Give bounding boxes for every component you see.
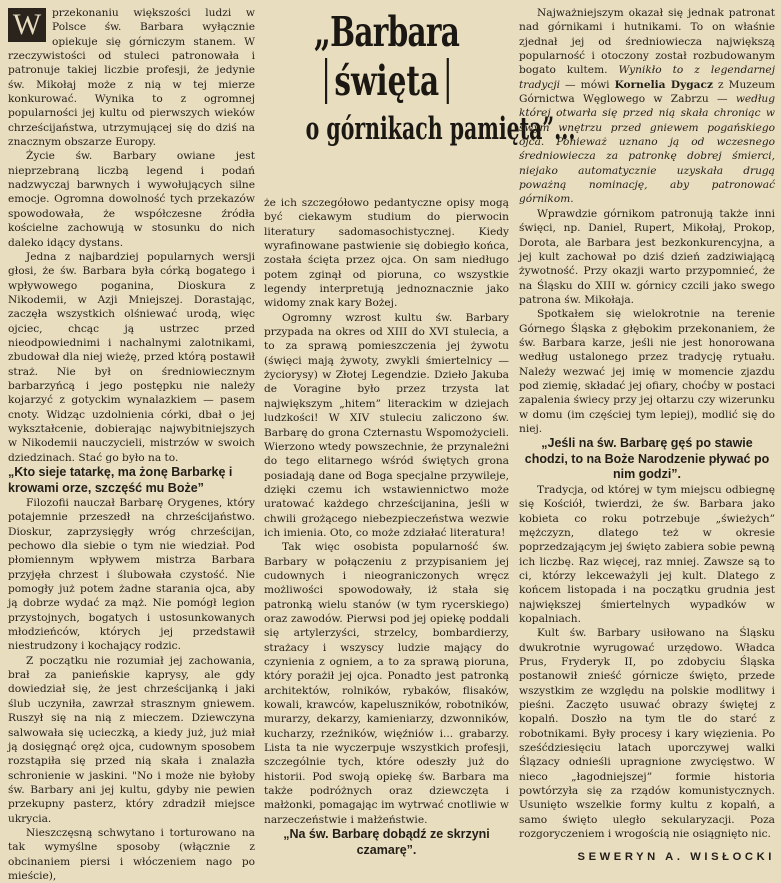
paragraph: Jedna z najbardziej popularnych wersji głosi, że św. Barbara była córką bogatego i wpływowego poganina, Dioskura z Nikodemii, w Azji Mniejszej. Dorastając, zaczęła wszystkich olśniewać urodą, więc ojciec, chcąc ją ustrzec przed nieodpowiednimi i nachalnymi zalotnikami, zbudował dla niej wieżę, przed którą postawił straż. Nie był on średniowiecznym barbarzyńcą i jego postępku nie należy kojarzyć z gotyckim wynalazkiem — pasem cnoty. Widząc uzdolnienia córki, dbał o jej wykształcenie, dobierając najwybitniejszych w Nikodemii nauczycieli, mistrzów w swoich dziedzinach. Stać go było na to. <box>8 250 255 464</box>
headline-line-3: o górnikach pamięta”... <box>305 111 576 147</box>
paragraph: że ich szczegółowo pedantyczne opisy mogą być ciekawym studium do pierwocin literatury sadomasochistycznej. Kiedy wyrafinowane pastwienie się dobiegło końca, została ścięta przez ojca. On sam niedługo potem zginął od pioruna, co wszystkie legendy interpretują jednoznacznie jako widomy znak kary Bożej. <box>264 197 509 310</box>
paragraph: Tak więc osobista popularność św. Barbary w połączeniu z przypisaniem jej cudownych i nieograniczonych wręcz możliwości spowodowały, iż stała się patronką wielu stanów (w tym rycerskiego) oraz zawodów. Pierwsi pod jej opiekę poddali się artylerzyści, strzelcy, bombardierzy, strażacy i wszyscy ludzie mający do czynienia z ogniem, a to za sprawą pioruna, który porażił jej ojca. Ponadto jest patronką architektów, rolników, rybaków, flisaków, kowali, krawców, kapeluszników, robotników, murarzy, dekarzy, kamieniarzy, dzwonników, kucharzy, rzeźników, więźniów i... grabarzy. Lista ta nie wyczerpuje wszystkich profesji, szczególnie tych, które odeszły już do historii. Pod swoją opiekę św. Barbara ma także podróżnych oraz dziewczęta i małżonki, pomagając im wytrwać cnotliwie w narzeczeństwie i małżeństwie. <box>264 541 509 826</box>
pull-quote: „Jeśli na św. Barbarę gęś po stawie chodzi, to na Boże Narodzenie pływać po nim godzi”. <box>524 436 770 482</box>
text-run-italic: według której otwarła się przed nią skała chroniąc w swym wnętrzu przed gniewem pogańskiego ojca. Ponieważ uznano ją od wczesnego średniowiecza za patronkę dobrej śmierci, niejako automatycznie uzyskała drugą poważną nominację, aby patronować górnikom. <box>519 93 775 206</box>
paragraph: Spotkałem się wielokrotnie na terenie Górnego Śląska z głębokim przekonaniem, że św. Barbara karze, jeśli nie jest honorowana według ustalonego przez tradycję rytuału. Należy wezwać jej imię w momencie zjazdu pod ziemię, składać jej ofiary, choćby w postaci zapalenia świecy przy jej ołtarzu czy wizerunku w domu (im częściej tym lepiej), modlić się do niej. <box>519 308 775 435</box>
paragraph: przekonaniu większości ludzi w Polsce św. Barbara wyłącznie opiekuje się górniczym stanem. W rzeczywistości od stuleci patronowała i patronuje takiej liczbie profesji, że jedynie św. Mikołaj może z nią w tej mierze konkurować. Wynika to z ogromnej popularności jej kultu od pierwszych wieków chrześcijaństwa, utrzymującej się do dziś na znacznym obszarze Europy. <box>8 7 255 149</box>
article-column-1 <box>8 6 255 883</box>
text-run: z Muzeum Górnictwa Węglowego w Zabrzu — <box>519 78 775 106</box>
text-run: Najważniejszym okazał się jednak patronat nad górnikami i hutnikami. To on właśnie zjednał jej od średniowiecza największą popularność i otoczony został rozbudowanym bogato kultem. <box>519 7 775 77</box>
text-run-italic: Wynikło to z legendarnej tradycji <box>519 64 775 91</box>
paragraph: Filozofii nauczał Barbarę Orygenes, który potajemnie przeszedł na chrześcijaństwo. Dioskur, zaprzysięgły wróg chrześcijan, pechowo dla siebie o tym nie wiedział. Pod płomiennym wpływem mistrza Barbara przyjęła chrzest i ślubowała czystość. Nie pomogły już potem żadne starania ojca, aby ją dobrze wydać za mąż. Nie pomógł legion przystojnych, bogatych i ustosunkowanych młodzieńców, których jej przedstawił niestrudzony i kochający rodzic. <box>8 497 255 653</box>
paragraph: Tradycja, od której w tym miejscu odbiegnę się Kościół, twierdzi, że św. Barbara jako kobieta co roku potrzebuje „świeżych” mężczyzn, dlatego też w okresie poprzedzającym jej święto zabiera sobie pewną ich liczbę. Raz więcej, raz mniej. Zawsze są to ci, którzy lekceważyli jej kult. Dlatego z końcem listopada i na początku grudnia jest największej śmiertelnych wypadków w kopalniach. <box>519 483 775 625</box>
drop-cap: W <box>8 8 46 42</box>
paragraph: Nieszczęsną schwytano i torturowano na tak wymyślne sposoby (włącznie z obcinaniem piersi i włóczeniem nago po mieście), <box>8 826 255 882</box>
headline-line-1: „Barbara <box>313 8 460 56</box>
text-run-bold: Kornelia Dygacz <box>614 78 713 91</box>
headline-line-2: święta <box>325 58 449 104</box>
text-run: — mówi <box>560 78 615 91</box>
paragraph: Kult św. Barbary usiłowano na Śląsku dwukrotnie wyrugować urzędowo. Władca Prus, Fryderyk II, po zdobyciu Śląska postanowił znieść górnicze święto, przede wszystkim ze względu na polskie modlitwy i pieśni. Zaczęto usuwać obrazy świętej z kopalń. Doszło na tym tle do starć z robotnikami. Były procesy i kary więzienia. Po sześćdziesięciu latach uporczywej walki Ślązacy odnieśli upragnione zwycięstwo. W nieco „łagodniejszej” formie historia powtórzyła się za rządów komunistycznych. Usunięto wszelkie formy kultu z kopalń, a samo święto uległo sekularyzacji. Poza rozgoryczeniem i wrogością nie osiągnięto nic. <box>519 627 775 841</box>
pull-quote: „Na św. Barbarę dobądź ze skrzyni czamarę”. <box>283 827 490 857</box>
article-column-3 <box>519 6 775 865</box>
article-column-2 <box>264 196 509 858</box>
paragraph: Wprawdzie górnikom patronują także inni święci, np. Daniel, Rupert, Mikołaj, Prokop, Dorota, ale Barbara jest bezkonkurencyjna, a jej kult zachował po dziś dzień zadziwiającą żywotność. Przy okazji warto przypomnieć, że na Śląsku do XIII w. górnicy czcili jako swego patrona św. Mikołaja. <box>519 207 775 306</box>
pull-quote: „Kto sieje tatarkę, ma żonę Barbarkę i krowami orze, szczęść mu Boże” <box>8 465 233 495</box>
byline: SEWERYN A. WISŁOCKI <box>577 851 775 864</box>
headline <box>264 8 576 198</box>
paragraph: Z początku nie rozumiał jej zachowania, brał za panieńskie kaprysy, ale gdy dowiedział się, że jest chrześcijanką i jaki ślub uczyniła, zawrzał strasznym gniewem. Ruszył się na nią z mieczem. Dziewczyna salwowała się ucieczką, a kiedy już, już miał ją dosięgnąć oręż ojca, cudownym sposobem rozstąpiła się przed nią skała i znalazła schronienie w jaskini. "No i może nie byłoby św. Barbary ani jej kultu, gdyby nie pewien przekupny pasterz, który zdradził miejsce ukrycia. <box>8 654 255 825</box>
paragraph: Ogromny wzrost kultu św. Barbary przypada na okres od XIII do XVI stulecia, a to za sprawą pomieszczenia jej żywotu (święci mają żywoty, zwykli śmiertelnicy — życiorysy) w Złotej Legendzie. Dzieło Jakuba de Voragine było przez trzysta lat największym „hitem” literackim w dziejach ludzkości! W XIV stuleciu zaliczono św. Barbarę do grona Czternastu Wspomożycieli. Wierzono wtedy powszechnie, że przynależni do tego elitarnego wśród świętych grona posiadają dane od Boga specjalne przywileje, dzięki czemu ich wstawiennictwo może uratować każdego chrześcijanina, jeśli w chwili grożącego niebezpieczeństwa wezwie ich imienia. Oto, co może zdziałać literatura! <box>264 311 509 539</box>
paragraph <box>519 6 775 207</box>
paragraph: Życie św. Barbary owiane jest nieprzebraną liczbą legend i podań nadzwyczaj barwnych i wywołujących silne emocje. Ogromna dowolność tych przekazów spowodowała, że współczesne źródła kościelne zachowują w stosunku do nich daleko idący dystans. <box>8 150 255 249</box>
